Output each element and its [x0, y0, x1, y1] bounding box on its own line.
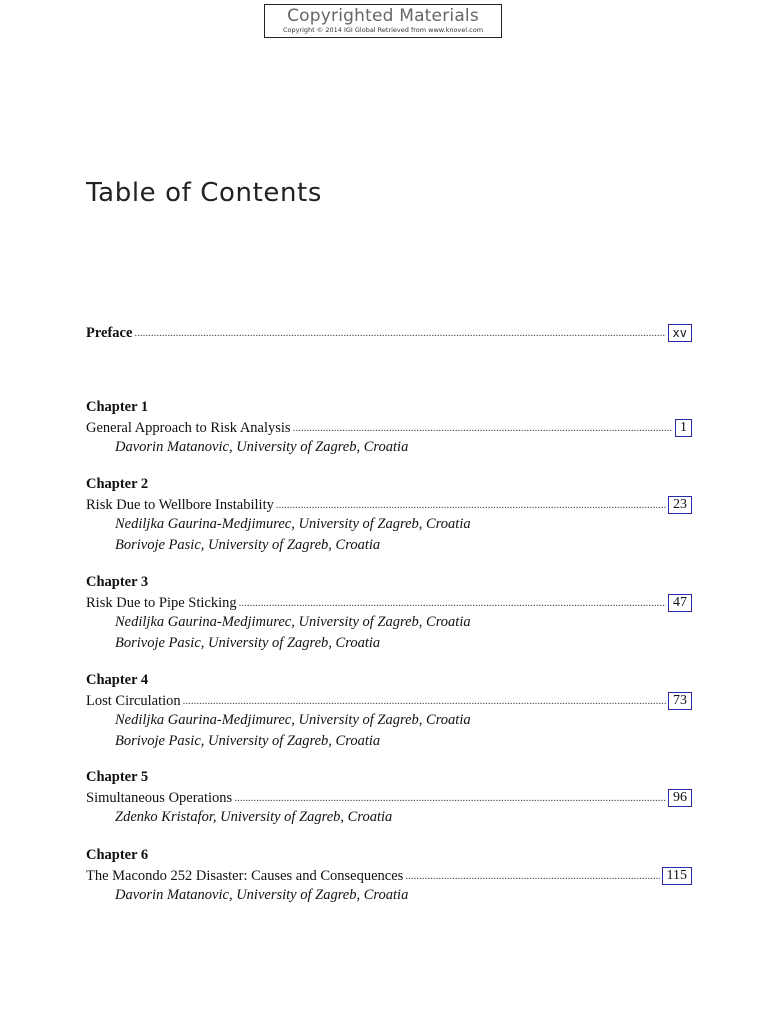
toc-entry[interactable]: [86, 787, 692, 807]
stamp-title: Copyrighted Materials: [287, 6, 479, 26]
dot-leader: [239, 593, 666, 612]
chapter-author: Zdenko Kristafor, University of Zagreb, Croatia: [115, 809, 393, 825]
preface-label: Preface: [86, 325, 133, 341]
chapter-author: Nediljka Gaurina-Medjimurec, University of Zagreb, Croatia: [115, 614, 471, 630]
chapter-author: Nediljka Gaurina-Medjimurec, University of Zagreb, Croatia: [115, 712, 471, 728]
chapter-title: Lost Circulation: [86, 693, 181, 709]
page-link[interactable]: 115: [662, 867, 692, 885]
toc-chapter-4: [86, 670, 692, 752]
toc-entry[interactable]: [86, 417, 692, 437]
page-title: Table of Contents: [86, 178, 322, 208]
chapter-title: Risk Due to Pipe Sticking: [86, 595, 237, 611]
chapter-label: Chapter 4: [86, 672, 149, 688]
chapter-title: General Approach to Risk Analysis: [86, 420, 291, 436]
chapter-label: Chapter 5: [86, 769, 149, 785]
toc-entry[interactable]: [86, 865, 692, 885]
page-link[interactable]: 73: [668, 692, 692, 710]
page-link[interactable]: 96: [668, 789, 692, 807]
chapter-label: Chapter 1: [86, 399, 149, 415]
dot-leader: [293, 418, 673, 437]
toc-entry[interactable]: [86, 592, 692, 612]
chapter-author: Borivoje Pasic, University of Zagreb, Croatia: [115, 733, 381, 749]
toc-preface: [86, 322, 692, 342]
chapter-title: Simultaneous Operations: [86, 790, 233, 806]
dot-leader: [134, 323, 665, 342]
chapter-title: The Macondo 252 Disaster: Causes and Consequences: [86, 868, 404, 884]
page-link-preface[interactable]: xv: [668, 324, 692, 342]
toc-entry[interactable]: [86, 494, 692, 514]
chapter-label: Chapter 2: [86, 476, 149, 492]
chapter-label: Chapter 6: [86, 847, 149, 863]
page-link[interactable]: 47: [668, 594, 692, 612]
chapter-title: Risk Due to Wellbore Instability: [86, 497, 274, 513]
toc-entry[interactable]: [86, 690, 692, 710]
toc-chapter-5: [86, 767, 692, 828]
dot-leader: [234, 788, 666, 807]
chapter-author: Borivoje Pasic, University of Zagreb, Croatia: [115, 537, 381, 553]
chapter-label: Chapter 3: [86, 574, 149, 590]
page-link[interactable]: 1: [675, 419, 692, 437]
dot-leader: [405, 866, 659, 885]
stamp-subtitle: Copyright © 2014 IGI Global Retrieved from www.knovel.com: [282, 26, 484, 34]
dot-leader: [276, 495, 666, 514]
chapter-author: Davorin Matanovic, University of Zagreb, Croatia: [115, 439, 409, 455]
toc-chapter-1: [86, 397, 692, 458]
chapter-author: Davorin Matanovic, University of Zagreb, Croatia: [115, 887, 409, 903]
copyright-stamp: [264, 4, 502, 38]
page-link[interactable]: 23: [668, 496, 692, 514]
chapter-author: Borivoje Pasic, University of Zagreb, Croatia: [115, 635, 381, 651]
toc-entry-preface[interactable]: [86, 322, 692, 342]
toc-chapter-3: [86, 572, 692, 654]
chapter-author: Nediljka Gaurina-Medjimurec, University of Zagreb, Croatia: [115, 516, 471, 532]
toc-chapter-2: [86, 474, 692, 556]
dot-leader: [183, 691, 666, 710]
toc-chapter-6: [86, 845, 692, 906]
